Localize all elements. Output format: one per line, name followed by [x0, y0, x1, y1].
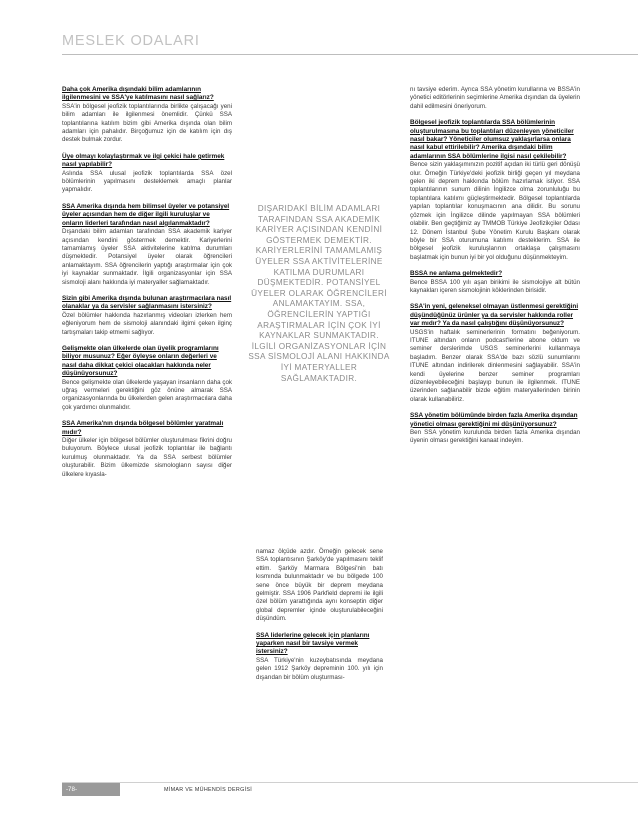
qa-block [410, 303, 580, 404]
section-title: MESLEK ODALARI [62, 33, 200, 49]
qa-block [62, 153, 232, 195]
pull-quote: DIŞARIDAKİ BİLİM ADAMLARI TARAFINDAN SSA AKADEMİK KARİYER AÇISINDAN KENDİNİ GÖSTERMEK DEMEKTİR. KARİYERLERİNİ TAMAMLAMIŞ ÜYELER SSA AKTİVİTELERİNE KATILMA DURUMLARI DÜŞMEKTEDİR. POTANSİYEL ÜYELER OLARAK ÖĞRENCİLERİ ANLAMAKTAYIM. SSA, ÖĞRENCİLERİN YAPTIĞI ARAŞTIRMALAR İÇİN ÇOK İYİ KAYNAKLAR SUNMAKTADIR. İLGİLİ ORGANİZASYONLAR İÇİN SSA SİSMOLOJİ ALANI HAKKINDA İYİ MATERYALLER SAĞLAMAKTADIR. [248, 204, 390, 383]
answer-text: Diğer ülkeler için bölgesel bölümler oluşturulması fikrini doğru buluyorum. Böylece ulusal jeofizik toplantılar ile bağlantı kurulmuş olunmaktadır. Ya da SSA serbest bölümler oluşturabilir. Bizim ülkemizde sismologların sayısı diğer ülkelere kıyasla- [62, 437, 232, 478]
answer-text: Bence BSSA 100 yılı aşan birikimi ile sismolojiye alt bütün kaynakları içeren sismolojinin köklerinden birisidir. [410, 278, 580, 294]
qa-block [410, 119, 580, 262]
column-middle [256, 548, 383, 690]
qa-block [62, 420, 232, 479]
answer-text: namaz ölçüde azdır. Örneğin gelecek sene SSA toplantısının Şarköy'de yapılmasını teklif ettim. Şarköy Marmara Bölgesi'nin batı kısmında bulunmaktadır ve bu bölgede 100 sene önce büyük bir deprem meydana gelmiştir. SSA 1906 Parkfield depremi ile ilgili özel bölüm yarattığında aynı konseptin diğer global depremler içinde oluşturulabileceğini düşündüm. [256, 548, 383, 623]
qa-block [62, 345, 232, 412]
qa-block [256, 548, 383, 624]
question-heading: SSA liderlerine gelecek için planlarını yaparken nasıl bir tavsiye vermek istersiniz? [256, 631, 370, 656]
question-heading: SSA yönetim bölümünde birden fazla Amerika dışından yönetici olması gerektiğini mi düşünüyorsunuz? [410, 412, 578, 428]
column-right [410, 86, 580, 454]
qa-block [410, 412, 580, 446]
page-number: -78- [66, 786, 78, 793]
answer-text: Bence gelişmekte olan ülkelerde yaşayan insanların daha çok uğraş vermeleri gerektiğini göz önüne almarak SSA organizasyonlarında bu ülkelerden gelen araştırmacılara daha çok yardımcı olunmalıdır. [62, 378, 232, 411]
page-header [62, 32, 638, 55]
qa-block [410, 270, 580, 295]
answer-text: Ben SSA yönetim kurulunda birden fazla Amerika dışından üyenin olması gerektiğini kanaat indeyim. [410, 429, 580, 445]
question-heading: Bölgesel jeofizik toplantılarda SSA bölümlerinin oluşturulmasına bu toplantıları düzenleyen yöneticiler nasıl bakar? Yöneticiler olumsuz yaklaşırlarsa onlara nasıl kabul ettirilebilir? Amerika dışındaki bilim adamlarının SSA bölümlerine ilgisi nasıl çekilebilir? [410, 119, 574, 160]
page-number-box [62, 783, 120, 796]
qa-block [62, 203, 232, 287]
question-heading: SSA Amerika dışında hem bilimsel üyeler ve potansiyel üyeler açısından hem de diğer ilgili kuruluşlar ve onların liderleri tarafından nasıl algılanmaktadır? [62, 202, 230, 227]
qa-block [62, 86, 232, 145]
question-heading: Sizin gibi Amerika dışında bulunan araştırmacılara nasıl olanaklar ya da servisler sağlanmasını istersiniz? [62, 294, 232, 311]
qa-block [256, 632, 383, 682]
question-heading: Üye olmayı kolaylaştırmak ve ilgi çekici hale getirmek nasıl yapılabilir? [62, 152, 225, 169]
answer-text: SSA'in bölgesel jeofizik toplantılarında birlikte çalışacağı yeni bilim adamları ile ilgilenmesi önemlidir. Çünkü SSA toplantılarına katılım bizim gibi Amerika dışında olan bilim adamları için pahalıdır. Birçoğumuz için de katılım için dış destek bulmak zordur. [62, 102, 232, 144]
column-left [62, 86, 232, 487]
answer-text: Özel bölümler hakkında hazırlanmış videoları izlerken hem eğleniyorum hem de sismoloji alanındaki ilgimi çeken ilginç tartışmaları takip etmemi sağlıyor. [62, 311, 232, 336]
question-heading: SSA'in yeni, geleneksel olmayan üstlenmesi gerektiğini düşündüğünüz ürünler ya da servisler hakkında roller var mıdır? Ya da nasıl çalıştığını düşünüyorsunuz? [410, 303, 579, 328]
question-heading: SSA Amerika'nın dışında bölgesel bölümler yaratmalı mıdır? [62, 420, 224, 436]
answer-text: Aslında SSA ulusal jeofizik toplantılarda SSA özel bölümlerinin yapılmasını desteklemek amaçlı planlar yapmalıdır. [62, 169, 232, 194]
journal-name: MİMAR VE MÜHENDİS DERGİSİ [164, 787, 253, 793]
qa-block [410, 86, 580, 111]
answer-text: SSA Türkiye'nin kuzeybatısında meydana gelen 1912 Şarköy depreminin 100. yılı için dışarıdan bir bölüm oluşturması- [256, 656, 383, 681]
qa-block [62, 295, 232, 337]
question-heading: Gelişmekte olan ülkelerde olan üyelik programlarını biliyor musunuz? Eğer öyleyse onların değerleri ve nasıl daha dikkat çekici olacakları hakkında neler düşünüyorsunuz? [62, 344, 219, 378]
page-footer [62, 782, 638, 797]
answer-text: USGS'in haftalık seminerlerinin formatını beğeniyorum. ITUNE altından onların podcast'lerine abone oldum ve seminer derslerimde USGS seminerlerini kullanmaya başladım. Benzer olarak SSA'de bazı sözlü sunumlarını ITUNE altından indirilerek dinlenmesini sağlayabilir. SSA'in kendi üyelerine benzer seminer programları düzenleyebileceğini başlayıp bunun ile ilgilenmek. ITUNE üzerinden sağlanabilir bizde eğitim materyallerinden birinin olarak kullanabiliriz. [410, 328, 580, 403]
answer-text: Dışarıdaki bilim adamları tarafından SSA akademik kariyer açısından kendini göstermek demektir. Kariyerlerini tamamlamış üyeler SSA aktivitelerine katılma durumları düşmektedir. Potansiyel üyeler olarak öğrencileri anlamaktayım. SSA öğrencilerin yaptığı araştırmalar için çok iyi kaynaklar sunmaktadır. İlgili organizasyonlar için SSA sismoloji alanı hakkında iyi materyaller sağlamaktadır. [62, 228, 232, 286]
answer-text: nı tavsiye ederim. Ayrıca SSA yönetim kurullarına ve BSSA'in yönetici editörlerinin seçimlerine Amerika dışından da üyelerin dahil edilmesini öneriyorum. [410, 86, 580, 110]
question-heading: BSSA ne anlama gelmektedir? [410, 270, 503, 278]
question-heading: Daha çok Amerika dışındaki bilim adamlarının ilgilenmesini ve SSA'ye katılmasını nasıl sağlarız? [62, 86, 214, 102]
answer-text: Bence sizin yaklaşımınızın pozitif açıdan iki türlü geri dönüşü olur. Örneğin Türkiye'deki jeofizik birliği geçen yıl meydana gelen iki deprem hakkında bölüm hazırlamak istiyor. SSA toplantılarının sunum dilinin İngilizce olma zorunluluğu bu toplantılara katılımı güçleştirmektedir. Bölgesel toplantılarda yapılan toplantılar konuşmacının ana dilidir. Bu sorunu çözmek için İngilizce dilinde yapılmayan SSA bölümleri olabilir. Ben geçtiğimiz ay TMMOB Türkiye Jeofizikçiler Odası 12. Dönem İstanbul Şube Yönetim Kurulu Başkanı olarak böyle bir SSA oturumuna katılımı desteklerim. SSA ile bölgesel jeofizik kuruluşlarının ortaklaşa çalışmasını başlatmak için bunun iyi bir yol olduğunu düşünmekteyim. [410, 161, 580, 261]
